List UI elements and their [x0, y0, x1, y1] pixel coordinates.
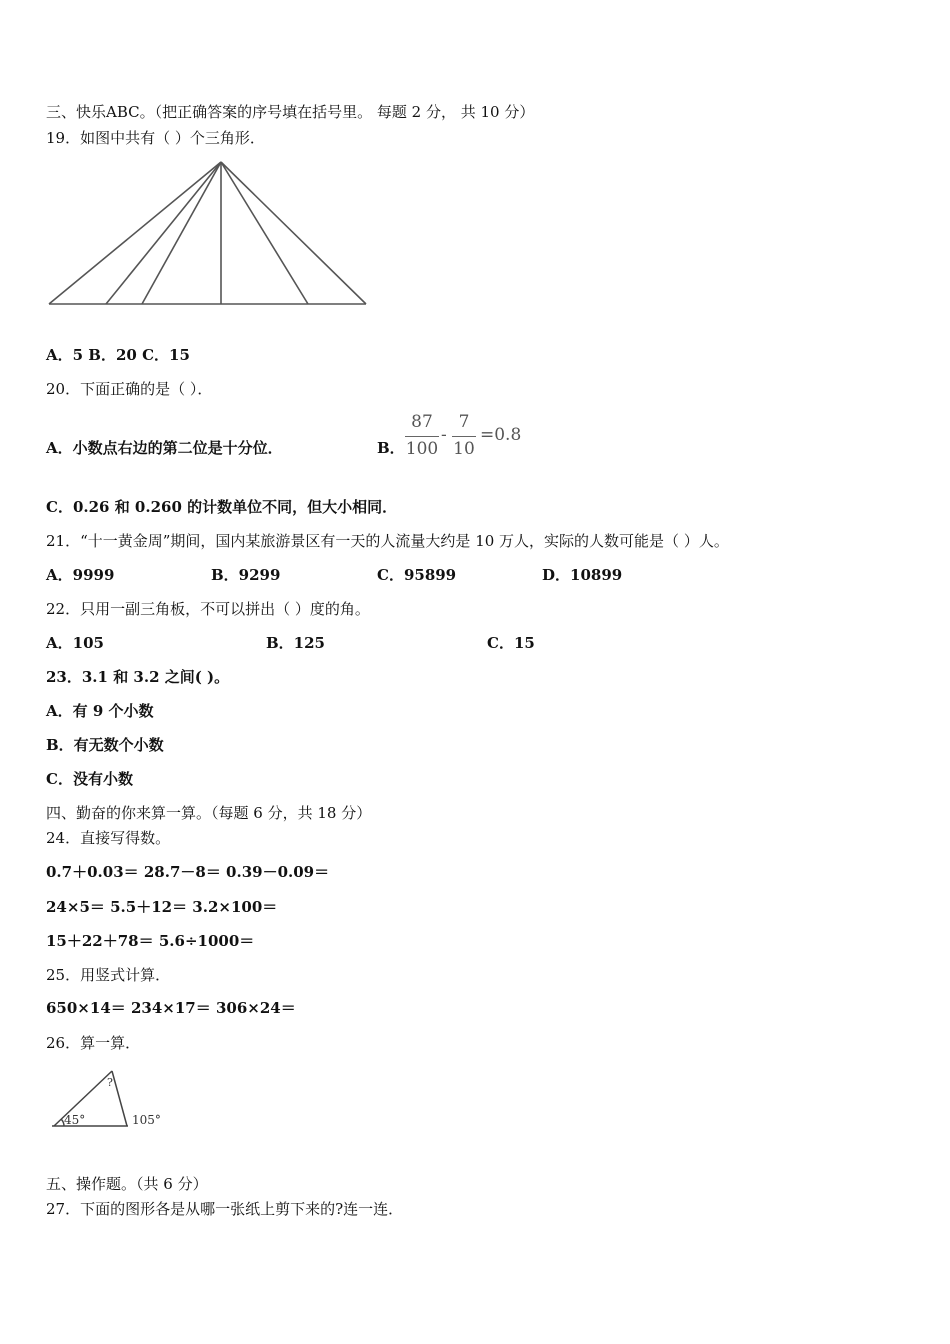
q25-row: 650×14＝ 234×17＝ 306×24＝ — [46, 999, 296, 1017]
q24-stem: 24．直接写得数。 — [46, 829, 171, 847]
q21-option-c: C．95899 — [377, 566, 457, 584]
side-right — [221, 162, 366, 304]
inner-line-1 — [106, 162, 221, 304]
fraction-1-numerator: 87 — [411, 412, 433, 432]
q19-triangle-figure — [46, 158, 370, 308]
q24-row-3: 15＋22＋78＝ 5.6÷1000＝ — [46, 932, 255, 950]
q19-options: A．5 B．20 C．15 — [46, 346, 190, 364]
q22-option-a: A．105 — [46, 634, 104, 652]
minus-sign: - — [441, 425, 447, 445]
q22-stem: 22．只用一副三角板，不可以拼出（ ）度的角。 — [46, 600, 370, 618]
q27-stem: 27．下面的图形各是从哪一张纸上剪下来的?连一连． — [46, 1200, 404, 1218]
q25-stem: 25．用竖式计算． — [46, 966, 171, 984]
q19-stem: 19．如图中共有（ ）个三角形． — [46, 129, 265, 147]
section-3-heading: 三、快乐ABC。（把正确答案的序号填在括号里。 每题 2 分， 共 10 分） — [46, 103, 535, 121]
fraction-1-denominator: 100 — [405, 439, 439, 459]
q20-option-c: C．0.26 和 0.260 的计数单位不同，但大小相同． — [46, 498, 398, 516]
fraction-2-denominator: 10 — [453, 439, 475, 459]
inner-line-4 — [221, 162, 308, 304]
q23-stem: 23．3.1 和 3.2 之间( )。 — [46, 668, 230, 686]
q21-option-b: B．9299 — [211, 566, 281, 584]
q23-option-b: B．有无数个小数 — [46, 736, 164, 754]
angle-label-right: 105° — [132, 1113, 161, 1127]
fraction-2-numerator: 7 — [458, 412, 470, 432]
fraction-2-bar — [452, 436, 476, 437]
q24-row-2: 24×5＝ 5.5＋12＝ 3.2×100＝ — [46, 898, 278, 916]
right-side — [112, 1071, 127, 1126]
q20-stem: 20．下面正确的是（ ）． — [46, 380, 213, 398]
section-5-heading: 五、操作题。（共 6 分） — [46, 1175, 208, 1193]
q21-option-d: D．10899 — [542, 566, 623, 584]
q26-stem: 26．算一算． — [46, 1034, 141, 1052]
inner-line-2 — [142, 162, 221, 304]
expression-result: =0.8 — [480, 425, 522, 445]
q22-option-b: B．125 — [266, 634, 325, 652]
section-4-heading: 四、勤奋的你来算一算。（每题 6 分，共 18 分） — [46, 804, 372, 822]
angle-label-left: 45° — [64, 1113, 86, 1127]
q26-angle-figure — [50, 1068, 166, 1130]
fraction-1-bar — [405, 436, 439, 437]
q23-option-a: A．有 9 个小数 — [46, 702, 154, 720]
q20-option-a: A．小数点右边的第二位是十分位． — [46, 439, 283, 457]
q23-option-c: C．没有小数 — [46, 770, 133, 788]
q21-stem: 21．“十一黄金周”期间，国内某旅游景区有一天的人流量大约是 10 万人，实际的人数可能是（ ）人。 — [46, 532, 729, 550]
q22-option-c: C．15 — [487, 634, 535, 652]
q24-row-1: 0.7＋0.03＝ 28.7－8＝ 0.39－0.09＝ — [46, 863, 330, 881]
side-left — [49, 162, 221, 304]
q21-option-a: A．9999 — [46, 566, 115, 584]
q20-option-b-label: B． — [377, 439, 405, 457]
angle-label-top: ? — [107, 1076, 113, 1089]
